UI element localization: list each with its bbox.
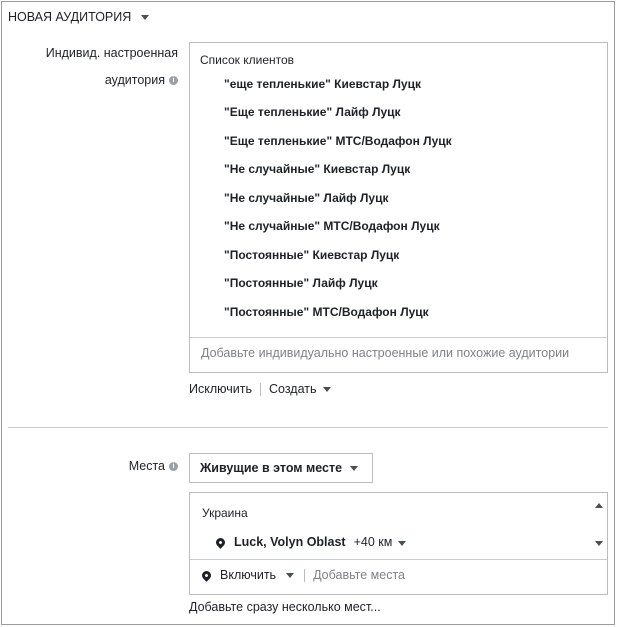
- audience-item[interactable]: "Еще тепленькие" Лайф Луцк: [224, 105, 401, 119]
- location-pin-icon: [200, 569, 213, 582]
- chevron-down-icon: [398, 541, 406, 546]
- chevron-down-icon: [141, 15, 149, 20]
- custom-audience-label-2: аудитория i: [105, 73, 178, 87]
- audience-item[interactable]: "Еще тепленькие" МТС/Водафон Луцк: [224, 134, 452, 148]
- audience-item[interactable]: "Не случайные" МТС/Водафон Луцк: [224, 219, 440, 233]
- location-name: Luck, Volyn Oblast: [234, 535, 346, 549]
- scroll-down-icon[interactable]: [595, 541, 603, 546]
- include-dropdown[interactable]: Включить: [220, 568, 294, 582]
- audience-item[interactable]: "Постоянные" Лайф Луцк: [224, 276, 378, 290]
- audience-item[interactable]: "Постоянные" МТС/Водафон Луцк: [224, 305, 429, 319]
- audience-item[interactable]: "Не случайные" Киевстар Луцк: [224, 162, 411, 176]
- chevron-down-icon: [350, 466, 358, 471]
- info-icon[interactable]: i: [169, 462, 178, 471]
- info-icon[interactable]: i: [169, 76, 178, 85]
- custom-audience-list: [189, 42, 608, 373]
- audience-search-input[interactable]: Добавьте индивидуально настроенные или похожие аудитории: [201, 346, 570, 360]
- radius-dropdown[interactable]: +40 км: [354, 535, 407, 549]
- scroll-up-icon[interactable]: [595, 503, 603, 508]
- country-label: Украина: [202, 506, 248, 520]
- list-title: Список клиентов: [200, 53, 295, 67]
- chevron-down-icon: [286, 573, 294, 578]
- create-button[interactable]: Создать: [269, 382, 331, 396]
- add-location-input[interactable]: Добавьте места: [313, 568, 405, 582]
- places-label: Места i: [129, 459, 178, 473]
- location-item[interactable]: [216, 535, 406, 549]
- locations-box: [189, 492, 608, 595]
- location-type-value: Живущие в этом месте: [200, 461, 343, 475]
- audience-item[interactable]: "еще тепленькие" Киевстар Луцк: [224, 77, 421, 91]
- location-type-dropdown[interactable]: [189, 453, 373, 483]
- add-multiple-locations-link[interactable]: Добавьте сразу несколько мест...: [189, 600, 381, 614]
- audience-actions: [189, 382, 331, 396]
- location-input-row: [202, 568, 405, 582]
- chevron-down-icon: [323, 387, 331, 392]
- new-audience-dropdown[interactable]: [8, 10, 149, 24]
- divider: [304, 569, 305, 582]
- audience-item[interactable]: "Не случайные" Лайф Луцк: [224, 191, 389, 205]
- exclude-button[interactable]: Исключить: [189, 382, 252, 396]
- location-pin-icon: [214, 536, 227, 549]
- divider: [190, 337, 607, 338]
- section-title: НОВАЯ АУДИТОРИЯ: [8, 10, 132, 24]
- divider: [260, 383, 261, 396]
- custom-audience-label: Индивид. настроенная: [45, 46, 178, 60]
- audience-item[interactable]: "Постоянные" Киевстар Луцк: [224, 248, 400, 262]
- scrollbar[interactable]: [591, 493, 607, 559]
- section-divider: [8, 427, 608, 428]
- divider: [190, 559, 607, 560]
